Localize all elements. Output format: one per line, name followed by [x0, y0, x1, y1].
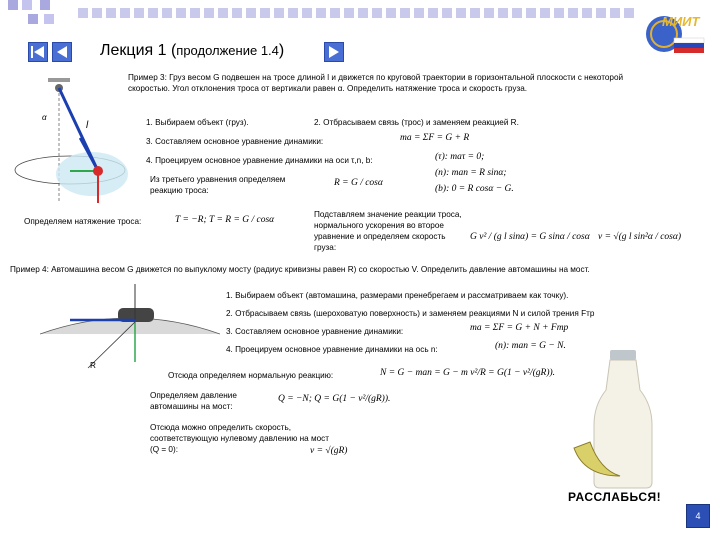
ex4-eq-Q: Q = −N; Q = G(1 − v²/(gR)).	[278, 394, 391, 404]
ex4-intro: Пример 4: Автомашина весом G движется по выпуклому мосту (радиус кривизны равен R) со скоростью V. Определить давление автомашины на мост.	[10, 265, 590, 274]
page-number-badge: 4	[686, 504, 710, 528]
logo	[640, 8, 710, 56]
decor-squares	[0, 0, 720, 30]
prev-slide-button[interactable]	[28, 42, 48, 62]
ex3-eq-b: (b): 0 = R cosα − G.	[435, 184, 514, 194]
ex4-eq-n: (n): man = G − N.	[495, 341, 566, 351]
ex3-intro: Пример 3: Груз весом G подвешен на тросе длиной l и движется по круговой траектории в горизонтальной плоскости с некоторой скоростью. Угол отклонения троса от вертикали равен α. Определить натяжение троса и скорость груза.	[128, 73, 624, 93]
ex4-step1: 1. Выбираем объект (автомашина, размерами пренебрегаем и рассматриваем как точку).	[226, 291, 569, 300]
ex4-normal-label: Отсюда определяем нормальную реакцию:	[168, 371, 334, 380]
ex3-eq-v1: G v² / (g l sinα) = G sinα / cosα	[470, 232, 590, 242]
ex4-speed-label: Отсюда можно определить скорость, соответствующую нулевому давлению на мост (Q = 0):	[150, 423, 330, 454]
ex3-eq-R: R = G / cosα	[334, 178, 383, 188]
prev-arrow-icon	[29, 43, 47, 61]
milk-bottle-image	[560, 350, 670, 490]
ex4-eq-N: N = G − man = G − m v²/R = G(1 − v²/(gR)).	[380, 368, 556, 378]
svg-text:α: α	[42, 113, 47, 122]
logo-text: МИИТ	[662, 14, 700, 29]
svg-text:l: l	[86, 120, 89, 131]
ex3-from-third: Из третьего уравнения определяем реакцию троса:	[150, 175, 286, 195]
ex3-step4: 4. Проецируем основное уравнение динамики на оси τ,n, b:	[146, 156, 373, 165]
page-title: Лекция 1 (продолжение 1.4)	[100, 42, 285, 59]
ex3-substitute: Подставляем значение реакции троса, нормального ускорения во второе уравнение и определяем скорость груза:	[314, 210, 462, 252]
ex4-pressure-label: Определяем давление автомашины на мост:	[150, 391, 237, 411]
ex4-step2: 2. Отбрасываем связь (шероховатую поверхность) и заменяем реакциями N и силой трения Fтр	[226, 309, 595, 318]
left-arrow-icon	[53, 43, 71, 61]
relax-caption: РАССЛАБЬСЯ!	[568, 490, 662, 504]
ex3-eq-T: T = −R; T = R = G / cosα	[175, 215, 275, 225]
right-arrow-icon	[325, 43, 343, 61]
ex4-radius-label: R	[90, 361, 96, 370]
ex3-tension-label: Определяем натяжение троса:	[24, 217, 142, 226]
ex4-step3: 3. Составляем основное уравнение динамики:	[226, 327, 404, 336]
ex3-eq-main: ma = ΣF = G + R	[400, 133, 470, 143]
ex4-eq-v: v = √(gR)	[310, 446, 348, 456]
ex3-eq-v2: v = √(g l sin²α / cosα)	[598, 232, 682, 242]
next-button[interactable]	[324, 42, 344, 62]
ex3-step2: 2. Отбрасываем связь (трос) и заменяем реакцией R.	[314, 118, 519, 127]
ex4-eq-main: ma = ΣF = G + N + Fтр	[470, 323, 569, 333]
ex3-step3: 3. Составляем основное уравнение динамики:	[146, 137, 324, 146]
ex3-step1: 1. Выбираем объект (груз).	[146, 118, 249, 127]
ex3-eq-n: (n): man = R sinα;	[435, 168, 507, 178]
ex3-eq-tau: (τ): maτ = 0;	[435, 152, 485, 162]
bridge-diagram	[40, 282, 220, 372]
back-button[interactable]	[52, 42, 72, 62]
ex4-step4: 4. Проецируем основное уравнение динамики на ось n:	[226, 345, 438, 354]
pendulum-diagram	[10, 78, 130, 208]
